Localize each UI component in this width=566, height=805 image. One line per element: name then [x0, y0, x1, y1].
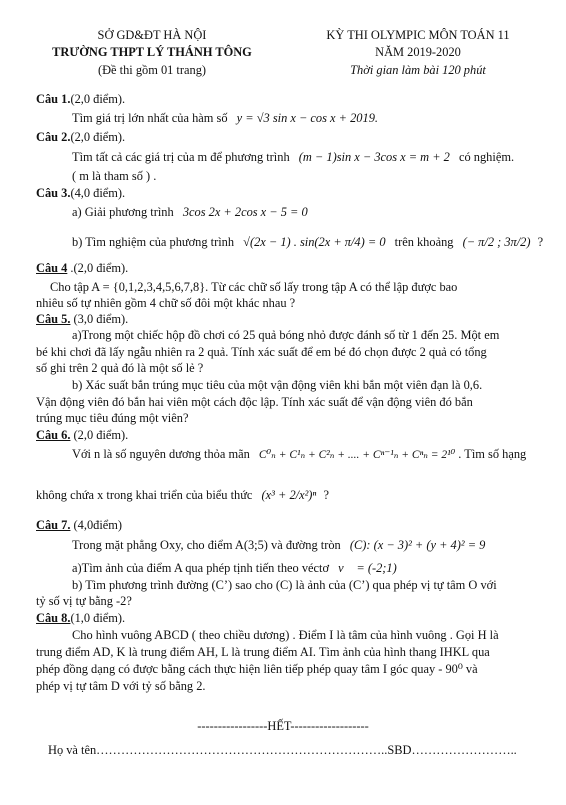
question-5a-line-2: bé khi chơi đã lấy ngẫu nhiên ra 2 quả. Tính xác suất để em bé đó chọn được 2 quả có tổng: [36, 345, 487, 359]
question-3b: [72, 235, 543, 250]
question-7a-formula: v⃗ = (-2;1): [338, 561, 397, 575]
question-7a: [72, 561, 397, 576]
question-1-heading: [36, 92, 125, 107]
question-3a-formula: 3cos 2x + 2cos x − 5 = 0: [182, 205, 308, 219]
question-1-formula: y = √3 sin x − cos x + 2019.: [236, 111, 378, 125]
question-3b-mid: trên khoảng: [394, 235, 454, 249]
question-1-body: [72, 111, 378, 126]
question-3-title: Câu 3.: [36, 186, 71, 200]
question-3a: [72, 205, 308, 220]
question-2-note: ( m là tham số ) .: [72, 169, 157, 183]
question-6-line-2-end: ?: [323, 488, 329, 502]
question-4-line-1: Cho tập A = {0,1,2,3,4,5,6,7,8}. Từ các chữ số lấy trong tập A có thể lập được bao: [50, 280, 458, 294]
question-3a-text: a) Giải phương trình: [72, 205, 174, 219]
question-5b-line-1: b) Xác suất bắn trúng mục tiêu của một vận động viên khi bắn một viên đạn là 0,6.: [72, 378, 483, 392]
question-2-title: Câu 2.: [36, 130, 71, 144]
question-8-line-2: trung điểm AD, K là trung điểm AH, L là trung điểm AI. Tìm ảnh của hình thang IHKL qua: [36, 645, 490, 659]
question-1-text: Tìm giá trị lớn nhất của hàm số: [72, 111, 228, 125]
question-7-title: Câu 7.: [36, 518, 71, 532]
question-2-heading: [36, 130, 125, 145]
question-2-points: (2,0 điểm).: [70, 130, 126, 144]
page-count-note: (Đề thi gồm 01 trang): [97, 63, 207, 77]
question-3b-end: ?: [537, 235, 544, 249]
question-6-formula-2: (x³ + 2/x²)ⁿ: [261, 488, 317, 502]
question-7-points: (4,0điểm): [70, 518, 123, 532]
school-department: SỞ GD&ĐT HÀ NỘI: [97, 28, 207, 42]
question-5a-line-3: số ghi trên 2 quả đó là một số lẻ ?: [36, 361, 204, 375]
question-5a-line-1: a)Trong một chiếc hộp đồ chơi có 25 quả bóng nhỏ được đánh số từ 1 đến 25. Một em: [72, 328, 500, 342]
question-7-heading: [36, 518, 122, 533]
question-2-body: [72, 150, 514, 165]
question-8-title: Câu 8.: [36, 611, 71, 625]
question-7-formula-1: (C): (x − 3)² + (y + 4)² = 9: [349, 538, 486, 552]
question-8-line-3: phép đồng dạng có được bằng cách thực hiện liên tiếp phép quay tâm I góc quay - 90⁰ và: [36, 662, 478, 676]
question-6-line-1-text: Với n là số nguyên dương thỏa mãn: [72, 447, 250, 461]
question-2-text: Tìm tất cả các giá trị của m để phương trình: [72, 150, 290, 164]
question-8-heading: [36, 611, 125, 626]
question-4-title: Câu 4: [36, 261, 68, 275]
question-1-points: (2,0 điểm).: [70, 92, 126, 106]
question-6-line-1: [72, 447, 526, 463]
question-4-heading: [36, 261, 128, 276]
question-8-points: (1,0 điểm).: [70, 611, 126, 625]
candidate-info-line: Họ và tên……………………………………………………………..SBD……………………..: [48, 743, 517, 757]
question-8-line-4: phép vị tự tâm D với tỷ số bằng 2.: [36, 679, 206, 693]
question-1-title: Câu 1.: [36, 92, 71, 106]
question-3-heading: [36, 186, 125, 201]
question-6-line-2: [36, 488, 329, 503]
exam-duration: Thời gian làm bài 120 phút: [350, 63, 486, 77]
question-3-points: (4,0 điểm).: [70, 186, 126, 200]
question-2-text-end: có nghiệm.: [459, 150, 515, 164]
question-6-formula-1: C⁰ₙ + C¹ₙ + C²ₙ + .... + Cⁿ⁻¹ₙ + Cⁿₙ = 2¹⁰: [258, 449, 456, 461]
school-name: TRƯỜNG THPT LÝ THÁNH TÔNG: [52, 45, 252, 59]
question-5b-line-3: trúng mục tiêu đúng một viên?: [36, 411, 189, 425]
question-6-line-1-end: . Tìm số hạng: [458, 447, 527, 461]
question-4-points: .(2,0 điểm).: [67, 261, 129, 275]
exam-title: KỲ THI OLYMPIC MÔN TOÁN 11: [326, 28, 510, 42]
question-8-line-1: Cho hình vuông ABCD ( theo chiều dương) . Điểm I là tâm của hình vuông . Gọi H là: [72, 628, 499, 642]
question-6-heading: [36, 428, 128, 443]
exam-year: NĂM 2019-2020: [375, 45, 461, 59]
question-3b-formula: √(2x − 1) . sin(2x + π/4) = 0: [243, 235, 386, 249]
question-7-line-1-text: Trong mặt phẳng Oxy, cho điểm A(3;5) và đường tròn: [72, 538, 341, 552]
question-7b-line-1: b) Tìm phương trình đường (C’) sao cho (C) là ảnh của (C’) qua phép vị tự tâm O với: [72, 578, 497, 592]
end-of-exam-mark: -----------------HẾT-------------------: [197, 719, 369, 733]
question-3b-text: b) Tìm nghiệm của phương trình: [72, 235, 235, 249]
question-3b-interval: (− π/2 ; 3π/2): [462, 235, 531, 249]
question-6-title: Câu 6.: [36, 428, 71, 442]
question-5b-line-2: Vận động viên đó bắn hai viên một cách độc lập. Tính xác suất để vận động viên đó bắn: [36, 395, 473, 409]
question-6-line-2-text: không chứa x trong khai triển của biểu thức: [36, 488, 253, 502]
question-7b-line-2: tỷ số vị tự bằng -2?: [36, 594, 132, 608]
question-4-line-2: nhiêu số tự nhiên gồm 4 chữ số đôi một khác nhau ?: [36, 296, 296, 310]
question-7a-text: a)Tìm ảnh của điểm A qua phép tịnh tiến theo véctơ: [72, 561, 330, 575]
question-5-points: (3,0 điểm).: [70, 312, 129, 326]
question-5-heading: [36, 312, 128, 327]
question-7-line-1: [72, 538, 485, 553]
question-6-points: (2,0 điểm).: [70, 428, 129, 442]
question-2-formula: (m − 1)sin x − 3cos x = m + 2: [298, 150, 450, 164]
question-5-title: Câu 5.: [36, 312, 71, 326]
